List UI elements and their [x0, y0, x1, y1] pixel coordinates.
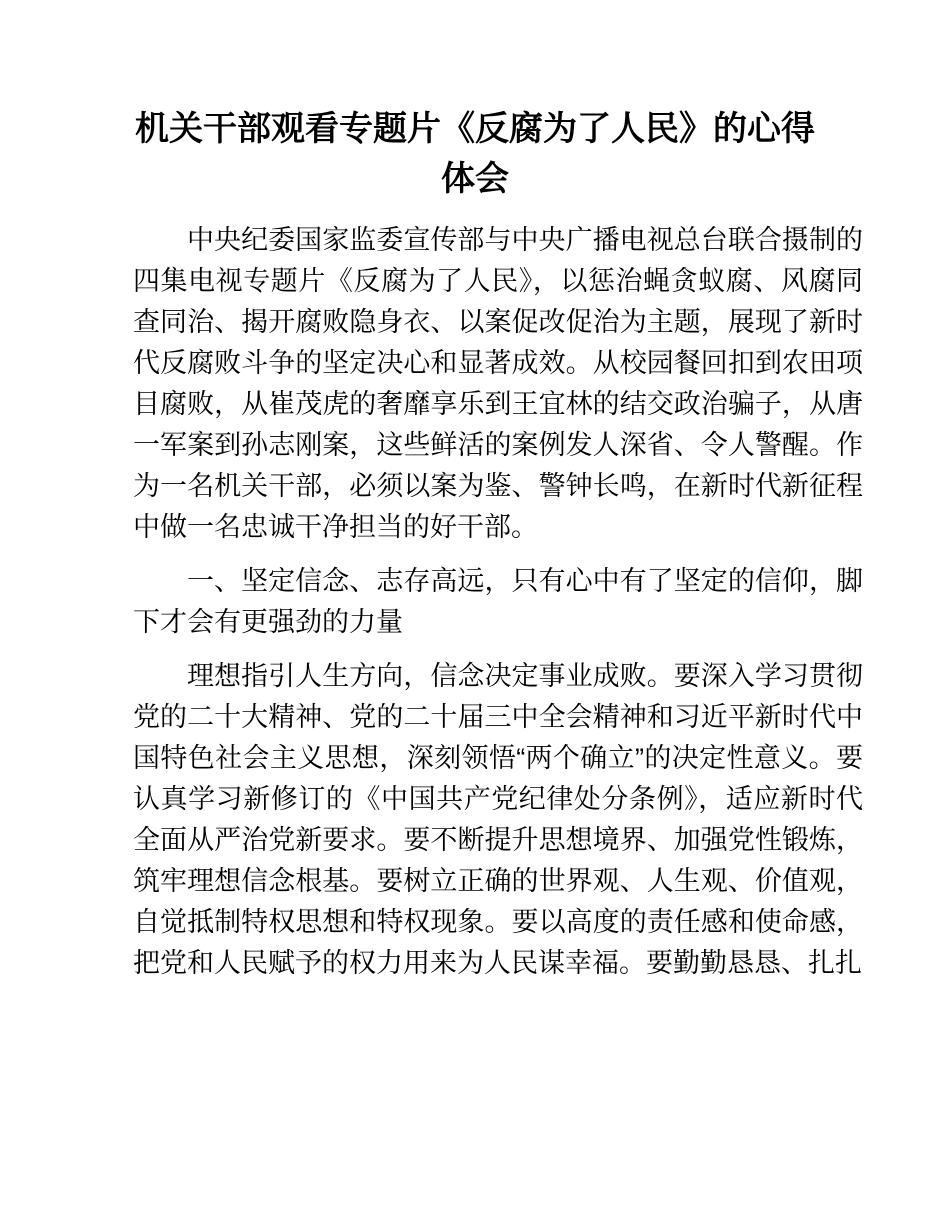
document-title: 机关干部观看专题片《反腐为了人民》的心得体会 — [135, 110, 815, 198]
section-heading: 一、坚定信念、志存高远，只有心中有了坚定的信仰，脚下才会有更强劲的力量 — [133, 566, 863, 637]
document-body — [133, 220, 863, 984]
body-paragraph: 中央纪委国家监委宣传部与中央广播电视总台联合摄制的四集电视专题片《反腐为了人民》，以惩治蝇贪蚁腐、风腐同查同治、揭开腐败隐身衣、以案促改促治为主题，展现了新时代反腐败斗争的坚定决心和显著成效。从校园餐回扣到农田项目腐败，从崔茂虎的奢靡享乐到王宜林的结交政治骗子，从唐一军案到孙志刚案，这些鲜活的案例发人深省、令人警醒。作为一名机关干部，必须以案为鉴、警钟长鸣，在新时代新征程中做一名忠诚干净担当的好干部。 — [133, 225, 863, 542]
body-paragraph: 理想指引人生方向，信念决定事业成败。要深入学习贯彻党的二十大精神、党的二十届三中全会精神和习近平新时代中国特色社会主义思想，深刻领悟“两个确立”的决定性意义。要认真学习新修订的《中国共产党纪律处分条例》，适应新时代全面从严治党新要求。要不断提升思想境界、加强党性锻炼，筑牢理想信念根基。要树立正确的世界观、人生观、价值观，自觉抵制特权思想和特权现象。要以高度的责任感和使命感，把党和人民赋予的权力用来为人民谋幸福。要勤勤恳恳、扎扎 — [133, 661, 863, 978]
